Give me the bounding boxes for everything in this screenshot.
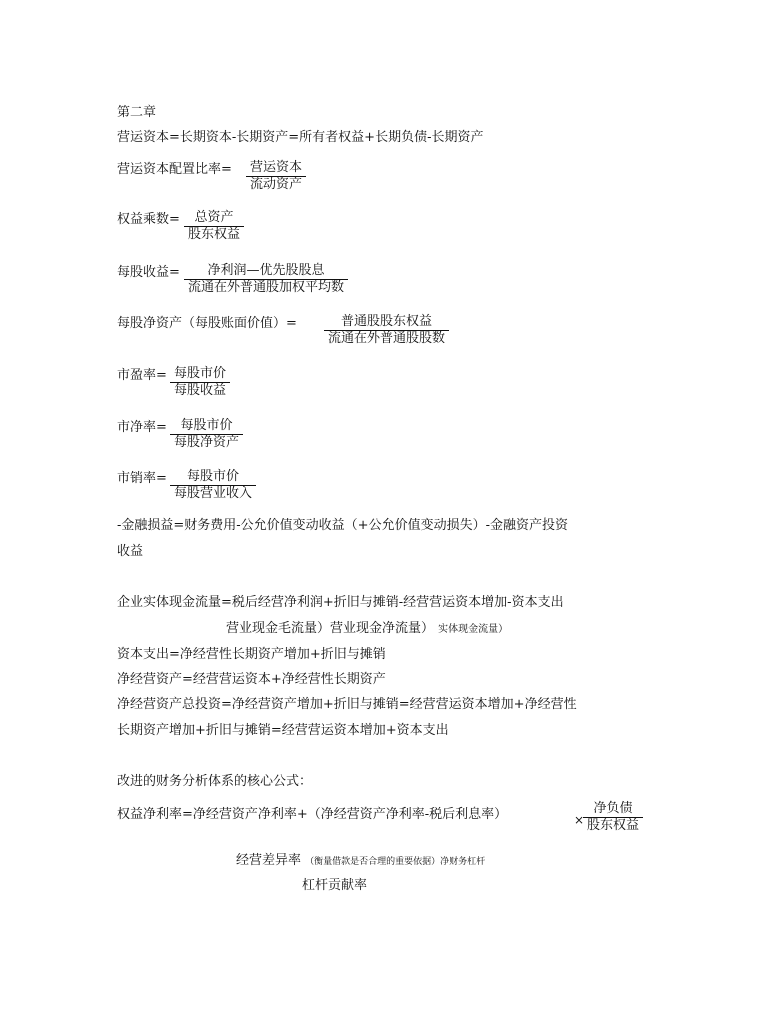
fraction bbox=[246, 160, 306, 193]
numerator: 每股市价 bbox=[180, 418, 233, 433]
financial-loss-line-2: 收益 bbox=[117, 544, 144, 559]
denominator: 股东权益 bbox=[587, 818, 640, 833]
numerator: 每股市价 bbox=[174, 366, 227, 381]
chapter-heading: 第二章 bbox=[117, 105, 157, 120]
fraction bbox=[184, 263, 348, 296]
operating-spread-label: 经营差异率 bbox=[236, 853, 302, 868]
numerator: 普通股股东权益 bbox=[341, 314, 433, 329]
numerator: 净利润—优先股股息 bbox=[207, 263, 325, 278]
fraction bbox=[324, 314, 449, 347]
core-formula-title: 改进的财务分析体系的核心公式： bbox=[117, 774, 313, 789]
fraction bbox=[184, 210, 244, 243]
cash-flow-note: 实体现金流量） bbox=[438, 624, 509, 635]
denominator: 流动资产 bbox=[250, 177, 303, 192]
total-investment-line-2: 长期资产增加+折旧与摊销=经营营运资本增加+资本支出 bbox=[117, 723, 449, 738]
numerator: 营运资本 bbox=[250, 160, 303, 175]
denominator: 每股收益 bbox=[174, 383, 227, 398]
entity-cash-flow-line-1: 企业实体现金流量=税后经营净利润+折旧与摊销-经营营运资本增加-资本支出 bbox=[117, 595, 564, 610]
formula-label: 营运资本配置比率= bbox=[117, 162, 232, 177]
numerator: 每股市价 bbox=[187, 469, 240, 484]
numerator: 净负债 bbox=[593, 801, 633, 816]
total-investment-line-1: 净经营资产总投资=净经营资产增加+折旧与摊销=经营营运资本增加+净经营性 bbox=[117, 697, 577, 712]
formula-label: 市净率= bbox=[117, 420, 167, 435]
formula-label: 市销率= bbox=[117, 471, 167, 486]
denominator: 股东权益 bbox=[188, 227, 241, 242]
leverage-contribution-label: 杠杆贡献率 bbox=[302, 878, 368, 893]
denominator: 每股营业收入 bbox=[174, 486, 253, 501]
formula-label: 权益乘数= bbox=[117, 212, 180, 227]
financial-loss-line-1: -金融损益=财务费用-公允价值变动收益（+公允价值变动损失）-金融资产投资 bbox=[117, 518, 568, 533]
net-operating-assets-formula: 净经营资产=经营营运资本+净经营性长期资产 bbox=[117, 672, 386, 687]
formula-label: 市盈率= bbox=[117, 368, 167, 383]
fraction bbox=[170, 469, 256, 502]
fraction bbox=[170, 418, 243, 451]
operating-spread-note: （衡量借款是否合理的重要依据）净财务杠杆 bbox=[305, 857, 486, 867]
fraction bbox=[583, 801, 643, 834]
times-sign: × bbox=[574, 813, 585, 827]
fraction bbox=[170, 366, 230, 399]
denominator: 每股净资产 bbox=[174, 435, 240, 450]
operating-spread-line bbox=[236, 852, 485, 871]
capex-formula: 资本支出=净经营性长期资产增加+折旧与摊销 bbox=[117, 647, 386, 662]
denominator: 流通在外普通股股数 bbox=[328, 331, 446, 346]
formula-label: 每股收益= bbox=[117, 265, 180, 280]
formula-label: 权益净利率=净经营资产净利率+（净经营资产净利率-税后利息率） bbox=[117, 807, 508, 822]
cash-flow-terms: 营业现金毛流量）营业现金净流量） bbox=[226, 621, 435, 636]
entity-cash-flow-line-2 bbox=[226, 620, 508, 638]
numerator: 总资产 bbox=[194, 210, 234, 225]
formula-label: 每股净资产（每股账面价值）= bbox=[117, 316, 297, 331]
denominator: 流通在外普通股加权平均数 bbox=[188, 280, 345, 295]
working-capital-formula: 营运资本=长期资本-长期资产=所有者权益+长期负债-长期资产 bbox=[117, 130, 484, 145]
